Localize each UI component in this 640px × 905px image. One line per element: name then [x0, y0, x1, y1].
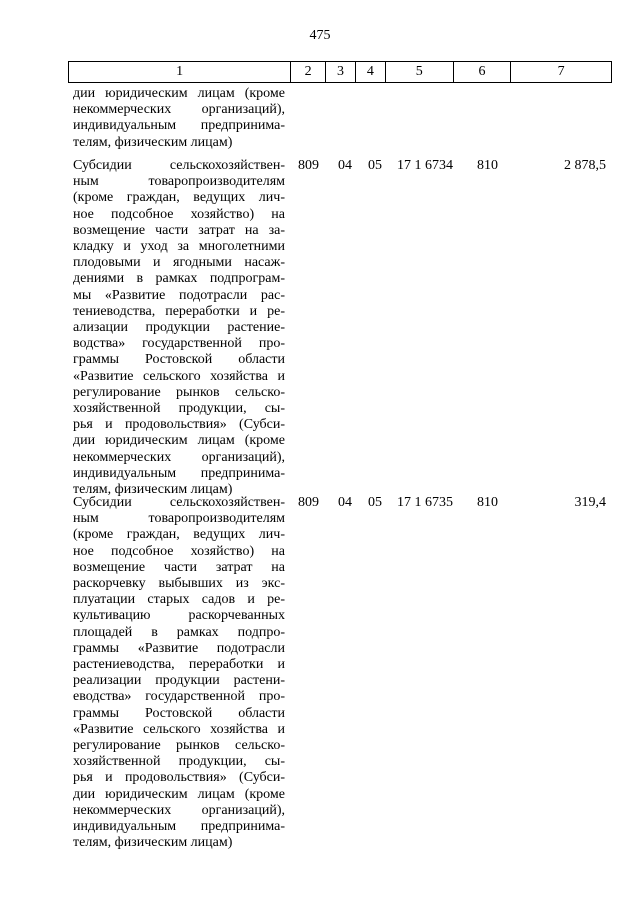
- description-line: водства» государственной про-: [73, 336, 285, 352]
- description-line: растениеводства, переработки и: [73, 657, 285, 673]
- description-line: мы «Развитие подотрасли рас-: [73, 287, 285, 303]
- column-header-2: 2: [291, 62, 326, 82]
- description-line: ным товаропроизводителям: [73, 511, 285, 527]
- row-6734-col3: 04: [338, 158, 352, 173]
- description-line: плуатации старых садов и ре-: [73, 592, 285, 608]
- description-line: телям, физическим лицам): [73, 835, 233, 851]
- description-line: площадей в рамках подпро-: [73, 624, 285, 640]
- column-header-5: 5: [386, 62, 454, 82]
- description-line: ное подсобное хозяйство) на: [73, 543, 285, 559]
- description-line: телям, физическим лицам): [73, 134, 233, 150]
- row-6734-col2: 809: [298, 158, 319, 173]
- description-line: возмещение части затрат на: [73, 559, 285, 575]
- description-line: тениеводства, переработки и ре-: [73, 303, 285, 319]
- description-line: дии юридическим лицам (кроме: [73, 86, 285, 101]
- row-6735-col4: 05: [368, 495, 382, 510]
- description-line: некоммерческих организаций),: [73, 449, 285, 465]
- page-number: 475: [309, 28, 331, 43]
- column-header-1: 1: [69, 62, 291, 82]
- description-line: еводства» государственной про-: [73, 689, 285, 705]
- description-line: Субсидии сельскохозяйствен-: [73, 495, 285, 510]
- description-line: плодовыми и ягодными насаж-: [73, 255, 285, 271]
- description-line: некоммерческих организаций),: [73, 102, 285, 118]
- row-continuation-description: [73, 86, 285, 151]
- description-line: рья и продовольствия» (Субси-: [73, 770, 285, 786]
- row-6735-col3: 04: [338, 495, 352, 510]
- column-header-3: 3: [326, 62, 356, 82]
- description-line: «Развитие сельского хозяйства и: [73, 368, 285, 384]
- description-line: граммы «Развитие подотрасли: [73, 640, 285, 656]
- description-line: граммы Ростовской области: [73, 705, 285, 721]
- row-6735-col7: 319,4: [574, 495, 606, 510]
- column-header-7: 7: [557, 64, 565, 79]
- row-6734-col5: 17 1 6734: [397, 158, 453, 173]
- row-6734-col4: 05: [368, 158, 382, 173]
- row-6735-col2: 809: [298, 495, 319, 510]
- description-line: хозяйственной продукции, сы-: [73, 401, 285, 417]
- column-header-4: 4: [356, 62, 386, 82]
- description-line: телям, физическим лицам): [73, 482, 233, 498]
- table-header-row: [68, 61, 612, 83]
- row-6735-col5: 17 1 6735: [397, 495, 453, 510]
- description-line: граммы Ростовской области: [73, 352, 285, 368]
- row-6734-col6: 810: [477, 158, 498, 173]
- description-line: «Развитие сельского хозяйства и: [73, 721, 285, 737]
- column-header-6: 6: [454, 62, 512, 82]
- description-line: (кроме граждан, ведущих лич-: [73, 190, 285, 206]
- description-line: ное подсобное хозяйство) на: [73, 206, 285, 222]
- description-line: возмещение части затрат на за-: [73, 222, 285, 238]
- row-6735-description: [73, 495, 285, 851]
- description-line: рья и продовольствия» (Субси-: [73, 417, 285, 433]
- description-line: раскорчевку выбывших из экс-: [73, 576, 285, 592]
- description-line: дии юридическим лицам (кроме: [73, 433, 285, 449]
- description-line: ным товаропроизводителям: [73, 174, 285, 190]
- description-line: культивацию раскорчеванных: [73, 608, 285, 624]
- description-line: реализации продукции растени-: [73, 673, 285, 689]
- description-line: кладку и уход за многолетними: [73, 239, 285, 255]
- description-line: индивидуальным предпринима-: [73, 465, 285, 481]
- description-line: дии юридическим лицам (кроме: [73, 786, 285, 802]
- description-line: регулирование рынков сельско-: [73, 738, 285, 754]
- description-line: некоммерческих организаций),: [73, 802, 285, 818]
- description-line: индивидуальным предпринима-: [73, 819, 285, 835]
- description-line: дениями в рамках подпрограм-: [73, 271, 285, 287]
- description-line: Субсидии сельскохозяйствен-: [73, 158, 285, 173]
- description-line: регулирование рынков сельско-: [73, 384, 285, 400]
- description-line: (кроме граждан, ведущих лич-: [73, 527, 285, 543]
- row-6734-col7: 2 878,5: [564, 158, 606, 173]
- row-6735-col6: 810: [477, 495, 498, 510]
- description-line: хозяйственной продукции, сы-: [73, 754, 285, 770]
- description-line: индивидуальным предпринима-: [73, 118, 285, 134]
- row-6734-description: [73, 158, 285, 498]
- description-line: ализации продукции растение-: [73, 320, 285, 336]
